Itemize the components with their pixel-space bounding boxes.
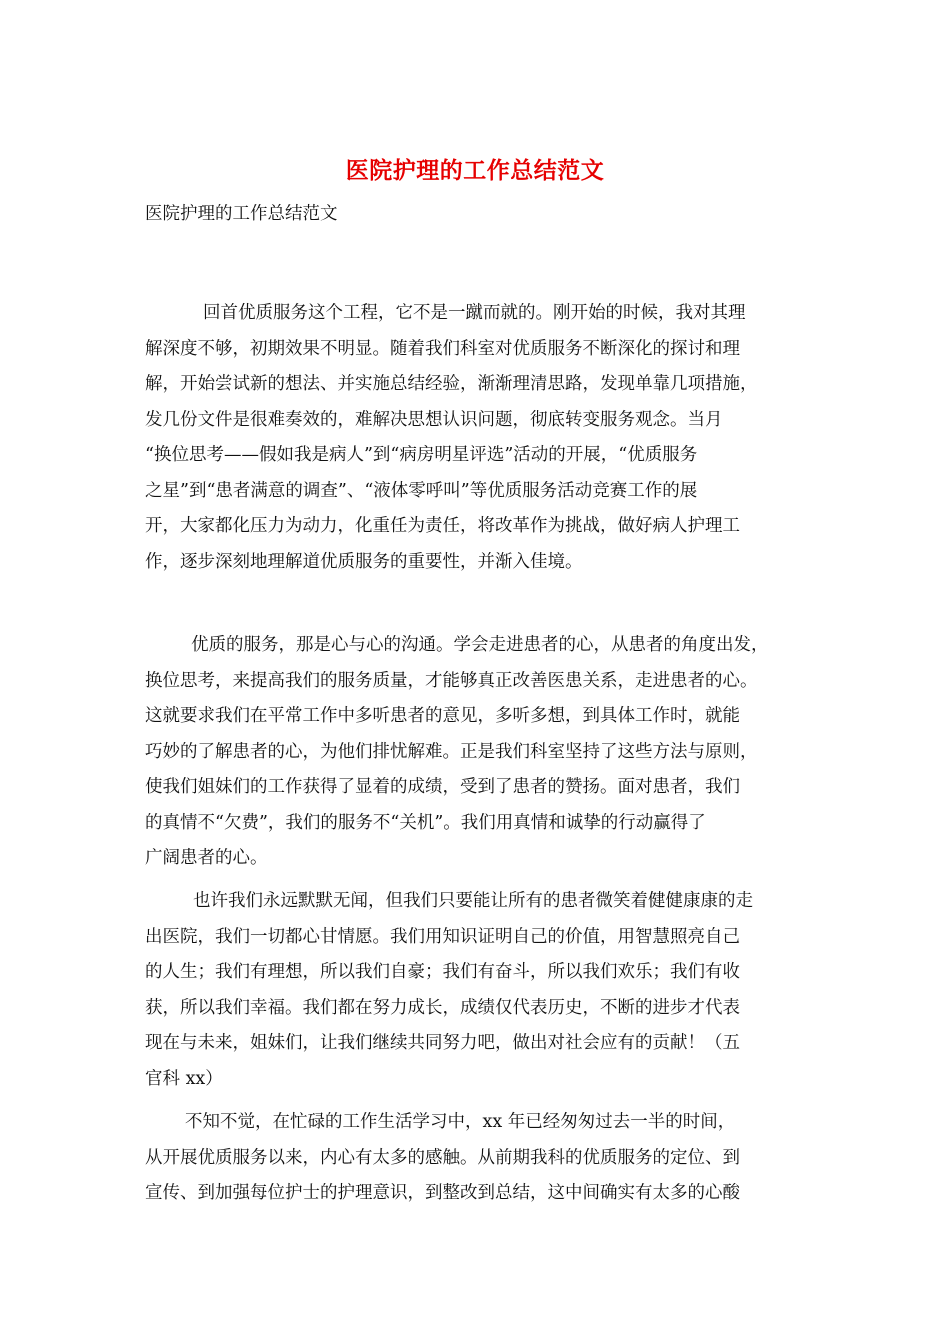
paragraph-line: 使我们姐妹们的工作获得了显着的成绩，受到了患者的赞扬。面对患者，我们 [145,777,740,797]
paragraph-4 [145,1105,825,1212]
paragraph-line: 广阔患者的心。 [145,848,268,868]
paragraph-line: 不知不觉，在忙碌的工作生活学习中，xx 年已经匆匆过去一半的时间， [185,1112,736,1132]
paragraph-line: 出医院，我们一切都心甘情愿。我们用知识证明自己的价值，用智慧照亮自己 [145,926,740,947]
paragraph-line: 解，开始尝试新的想法、并实施总结经验，渐渐理清思路，发现单靠几项措施， [145,374,758,394]
paragraph-line: 的人生；我们有理想，所以我们自豪；我们有奋斗，所以我们欢乐；我们有收 [145,962,740,982]
document-title: 医院护理的工作总结范文 [345,157,605,184]
paragraph-line: 回首优质服务这个工程，它不是一蹴而就的。刚开始的时候，我对其理 [203,303,746,323]
paragraph-line: 换位思考，来提高我们的服务质量，才能够真正改善医患关系，走进患者的心。 [145,670,758,691]
paragraph-line: 从开展优质服务以来，内心有太多的感触。从前期我科的优质服务的定位、到 [145,1147,740,1168]
paragraph-line: 也许我们永远默默无闻，但我们只要能让所有的患者微笑着健健康康的走 [193,891,753,911]
document-subtitle: 医院护理的工作总结范文 [145,204,338,224]
paragraph-line: 获，所以我们幸福。我们都在努力成长，成绩仅代表历史，不断的进步才代表 [145,997,740,1018]
paragraph-1 [145,296,825,580]
paragraph-line: 之星”到“患者满意的调查”、“液体零呼叫”等优质服务活动竞赛工作的展 [145,480,698,501]
paragraph-line: 现在与未来，姐妹们，让我们继续共同努力吧，做出对社会应有的贡献！（五 [145,1033,740,1053]
paragraph-line: 宣传、到加强每位护士的护理意识，到整改到总结，这中间确实有太多的心酸 [145,1183,740,1203]
paragraph-line: 的真情不“欠费”，我们的服务不“关机”。我们用真情和诚挚的行动赢得了 [145,812,706,833]
paragraph-line: 这就要求我们在平常工作中多听患者的意见，多听多想，到具体工作时，就能 [145,706,740,726]
paragraph-line: 作，逐步深刻地理解道优质服务的重要性，并渐入佳境。 [145,551,583,572]
paragraph-2 [145,628,825,877]
paragraph-line: 优质的服务，那是心与心的沟通。学会走进患者的心，从患者的角度出发， [191,635,769,655]
paragraph-line: 解深度不够，初期效果不明显。随着我们科室对优质服务不断深化的探讨和理 [145,338,740,359]
paragraph-line: 开，大家都化压力为动力，化重任为责任，将改革作为挑战，做好病人护理工 [145,516,740,536]
paragraph-line: “换位思考——假如我是病人”到“病房明星评选”活动的开展，“优质服务 [145,445,698,465]
paragraph-line: 发几份文件是很难奏效的，难解决思想认识问题，彻底转变服务观念。当月 [145,409,723,430]
paragraph-line: 官科 xx） [145,1068,223,1089]
paragraph-3 [145,884,825,1097]
paragraph-line: 巧妙的了解患者的心，为他们排忧解难。正是我们科室坚持了这些方法与原则， [145,741,758,762]
